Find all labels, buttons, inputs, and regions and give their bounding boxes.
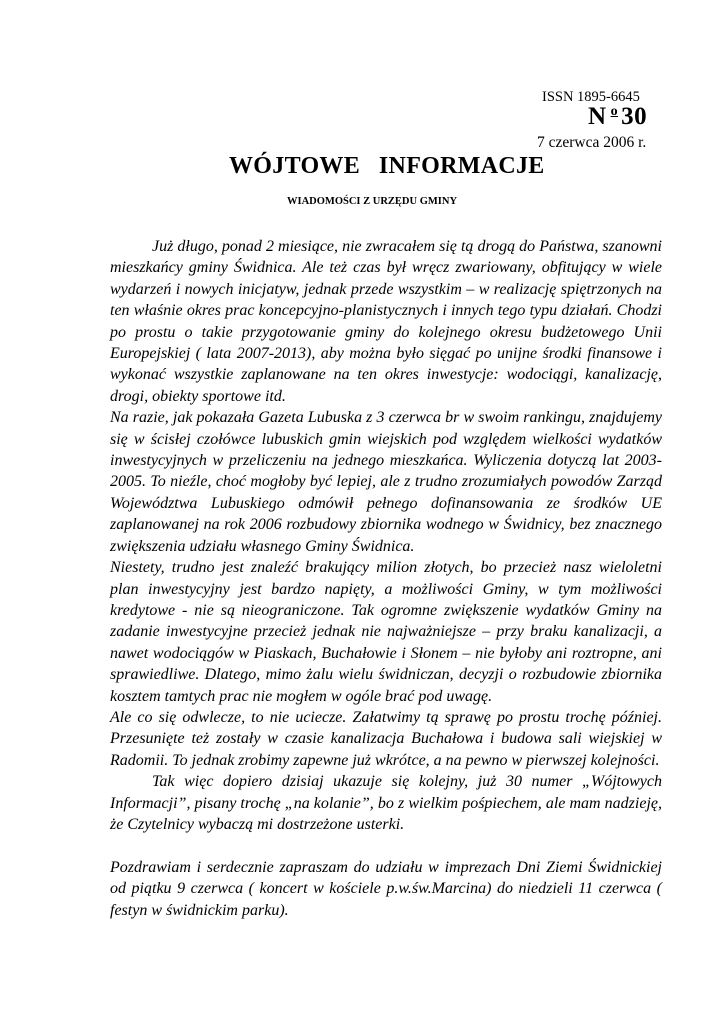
- paragraph-budget: Niestety, trudno jest znaleźć brakujący milion złotych, bo przecież nasz wieloletni plan inwestycyjny jest bardzo napięty, a możliwości Gminy, w tym możliwości kredytowe - nie są nieograniczone. Tak ogromne zwiększenie wydatków Gminy na zadanie inwestycyjne przecież jednak nie najważniejsze – przy braku kanalizacji, a nawet wodociągów w Piaskach, Buchałowie i Słonem – nie byłoby ani roztropne, ani sprawiedliwe. Dlatego, mimo żalu wielu świdniczan, decyzji o rozbudowie zbiornika kosztem tamtych prac nie mogłem w ogóle brać pod uwagę.: [110, 559, 662, 705]
- paragraph-postponed: Ale co się odwlecze, to nie uciecze. Załatwimy tą sprawę po prostu trochę później. Przesunięte też zostały w czasie kanalizacja Buchałowa i budowa sali wiejskiej w Radomii. To jednak zrobimy zapewne już wkrótce, a na pewno w pierwszej kolejności.: [110, 708, 662, 769]
- issue-number-value: 30: [621, 103, 648, 130]
- issue-date: 7 czerwca 2006 r.: [537, 134, 647, 151]
- paragraph-invitation: Pozdrawiam i serdecznie zapraszam do udziału w imprezach Dni Ziemi Świdnickiej od piątku 9 czerwca ( koncert w kościele p.w.św.Marcina) do niedzieli 11 czerwca ( festyn w świdnickim parku).: [110, 858, 662, 919]
- issue-number-prefix: N: [588, 103, 607, 130]
- page-title: WÓJTOWE INFORMACJE: [229, 153, 545, 179]
- article-body: [110, 236, 662, 921]
- paragraph-ranking: Na razie, jak pokazała Gazeta Lubuska z 3 czerwca br w swoim rankingu, znajdujemy się w ścisłej czołówce lubuskich gmin wiejskich pod względem wielkości wydatków inwestycyjnych w przeliczeniu na jednego mieszkańca. Wyliczenia dotyczą lat 2003-2005. To nieźle, choć mogłoby być lepiej, ale z trudno zrozumiałych powodów Zarząd Województwa Lubuskiego odmówił pełnego dofinansowania ze środków UE zaplanowanej na rok 2006 rozbudowy zbiornika wodnego w Świdnicy, bez znacznego zwiększenia udziału własnego Gminy Świdnica.: [110, 409, 662, 555]
- page-subtitle: WIADOMOŚCI Z URZĘDU GMINY: [287, 196, 458, 207]
- issn-number: ISSN 1895-6645: [542, 89, 640, 105]
- paragraph-issue-note: Tak więc dopiero dzisiaj ukazuje się kolejny, już 30 numer „Wójtowych Informacji”, pisany trochę „na kolanie”, bo z wielkim pośpiechem, ale mam nadzieję, że Czytelnicy wybaczą mi dostrzeżone usterki.: [110, 773, 662, 833]
- issue-number: [588, 103, 647, 131]
- issue-number-superscript: o: [610, 104, 619, 119]
- paragraph-intro: Już długo, ponad 2 miesiące, nie zwracałem się tą drogą do Państwa, szanowni mieszkańcy gminy Świdnica. Ale też czas był wręcz zwariowany, obfitujący w wiele wydarzeń i nowych inicjatyw, jednak przede wszystkim – w realizację spiętrzonych na ten właśnie okres prac koncepcyjno-planistycznych i innych tego typu działań. Chodzi po prostu o takie przygotowanie gminy do kolejnego okresu budżetowego Unii Europejskiej ( lata 2007-2013), aby można było sięgać po unijne środki finansowe i wykonać wszystkie zaplanowane na ten okres inwestycje: wodociągi, kanalizację, drogi, obiekty sportowe itd.: [110, 238, 662, 405]
